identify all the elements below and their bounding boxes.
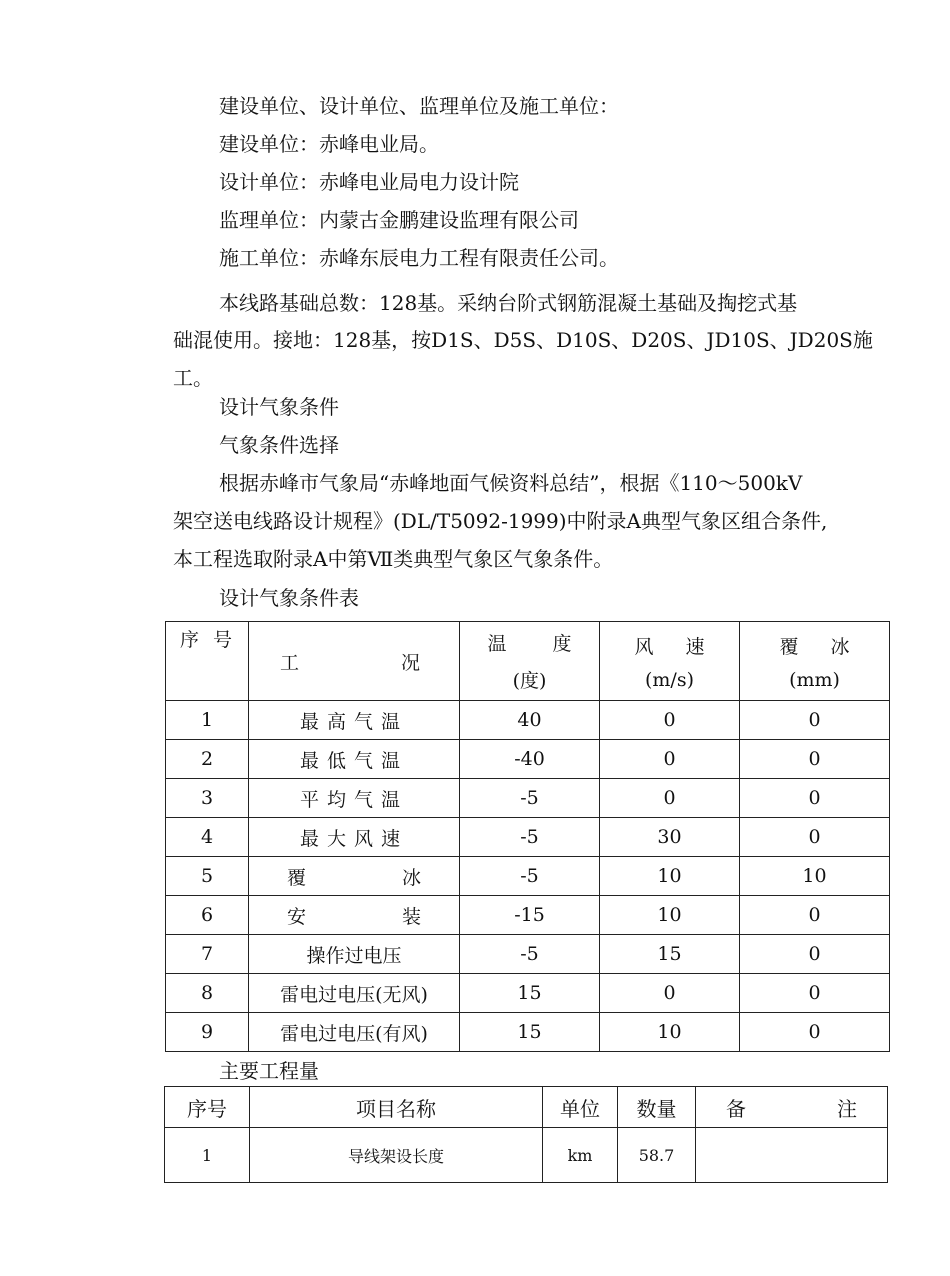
header-unit: 单位 [543,1087,618,1128]
cell-ice: 0 [740,935,890,974]
cell-ice: 0 [740,701,890,740]
supervisor-line: 监理单位：内蒙古金鹏建设监理有限公司 [219,208,579,232]
cell-seq: 1 [165,1128,250,1183]
table-row [166,779,890,818]
cell-seq: 5 [166,857,249,896]
header-remarks-a: 备 [726,1096,746,1121]
cell-quantity: 58.7 [618,1128,696,1183]
cell-ice: 0 [740,740,890,779]
weather-text-1: 根据赤峰市气象局“赤峰地面气候资料总结”，根据《110～500kV [219,471,803,495]
cell-condition: 操作过电压 [249,935,460,974]
foundation-text-2: 础混使用。接地：128基，按D1S、D5S、D10S、D20S、JD10S、JD20S施 [173,328,873,352]
header-wind-label: 风 速 [634,635,705,658]
cell-ice: 0 [740,1013,890,1052]
owner-line: 建设单位：赤峰电业局。 [219,132,439,156]
cell-seq: 4 [166,818,249,857]
cell-ice: 0 [740,896,890,935]
cell-seq: 7 [166,935,249,974]
header-ice-unit: (mm) [789,668,840,691]
cell-temp: -40 [460,740,600,779]
quantity-heading: 主要工程量 [219,1059,319,1083]
table-row [166,857,890,896]
weather-heading: 设计气象条件 [219,395,339,419]
cell-condition: 最低气温 [249,740,460,779]
cell-wind: 30 [600,818,740,857]
header-item-name: 项目名称 [250,1087,543,1128]
cell-ice: 0 [740,818,890,857]
header-seq: 序 号 [166,622,249,701]
cell-condition: 雷电过电压(有风) [249,1013,460,1052]
cell-wind: 0 [600,974,740,1013]
table-row [166,818,890,857]
table-row [166,974,890,1013]
cell-condition: 覆 冰 [249,857,460,896]
cell-wind: 15 [600,935,740,974]
cell-ice: 0 [740,779,890,818]
quantity-table [164,1086,888,1183]
cell-temp: -5 [460,818,600,857]
weather-table-header [166,622,890,701]
foundation-text-1: 本线路基础总数：128基。采纳台阶式钢筋混凝土基础及掏挖式基 [219,291,798,315]
header-wind-unit: (m/s) [645,668,694,691]
cell-seq: 9 [166,1013,249,1052]
cell-seq: 6 [166,896,249,935]
cell-wind: 10 [600,896,740,935]
header-temp-unit: (度) [512,670,547,692]
cell-condition: 最高气温 [249,701,460,740]
header-seq: 序号 [165,1087,250,1128]
weather-select-heading: 气象条件选择 [219,433,339,457]
cell-item-name: 导线架设长度 [250,1128,543,1183]
units-heading: 建设单位、设计单位、监理单位及施工单位： [219,94,619,118]
cell-temp: -5 [460,779,600,818]
cell-seq: 2 [166,740,249,779]
table-row [165,1128,888,1183]
cell-remarks [696,1128,888,1183]
cell-condition: 安 装 [249,896,460,935]
header-remarks [696,1087,888,1128]
weather-table-title: 设计气象条件表 [219,586,359,610]
table-row [166,896,890,935]
header-condition: 工 况 [249,622,460,701]
cell-seq: 8 [166,974,249,1013]
cell-wind: 10 [600,857,740,896]
table-row [166,1013,890,1052]
header-quantity: 数量 [618,1087,696,1128]
cell-condition: 最大风速 [249,818,460,857]
cell-temp: -15 [460,896,600,935]
weather-text-3: 本工程选取附录A中第Ⅶ类典型气象区气象条件。 [173,547,614,571]
table-row [166,701,890,740]
contractor-line: 施工单位：赤峰东辰电力工程有限责任公司。 [219,246,619,270]
cell-ice: 10 [740,857,890,896]
cell-condition: 雷电过电压(无风) [249,974,460,1013]
cell-temp: 40 [460,701,600,740]
cell-wind: 0 [600,779,740,818]
cell-temp: -5 [460,857,600,896]
cell-wind: 0 [600,740,740,779]
header-ice-label: 覆 冰 [779,635,850,658]
cell-temp: 15 [460,1013,600,1052]
table-row [166,740,890,779]
cell-wind: 0 [600,701,740,740]
designer-line: 设计单位：赤峰电业局电力设计院 [219,170,519,194]
foundation-text-3: 工。 [173,366,213,390]
cell-temp: 15 [460,974,600,1013]
header-wind [600,622,740,701]
quantity-table-header [165,1087,888,1128]
header-ice [740,622,890,701]
header-remarks-b: 注 [837,1096,857,1121]
cell-seq: 1 [166,701,249,740]
cell-seq: 3 [166,779,249,818]
cell-condition: 平均气温 [249,779,460,818]
cell-ice: 0 [740,974,890,1013]
header-temp-label: 温 度 [487,633,572,655]
weather-conditions-table [165,621,890,1052]
table-row [166,935,890,974]
weather-text-2: 架空送电线路设计规程》(DL/T5092-1999)中附录A典型气象区组合条件, [173,509,828,533]
cell-wind: 10 [600,1013,740,1052]
cell-temp: -5 [460,935,600,974]
cell-unit: km [543,1128,618,1183]
header-temperature [460,622,600,701]
